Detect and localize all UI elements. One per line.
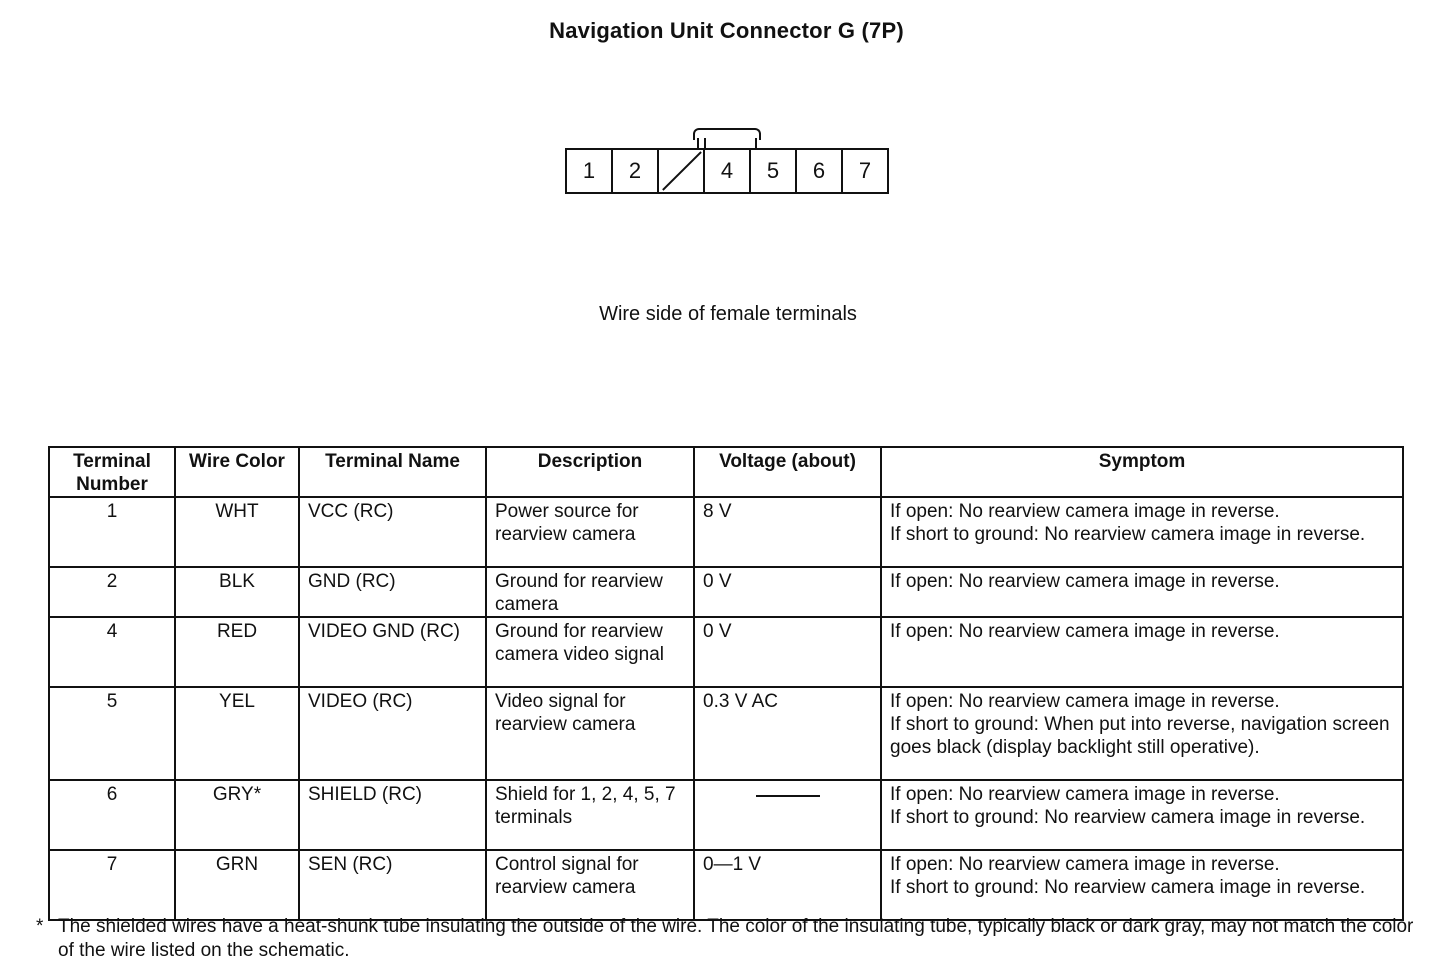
cell-description: Power source for rearview camera xyxy=(486,497,694,567)
header-symptom: Symptom xyxy=(881,447,1403,497)
cell-wire-color: BLK xyxy=(175,567,299,617)
table-row xyxy=(49,497,1403,567)
connector-cell-5: 5 xyxy=(751,150,797,192)
connector-caption: Wire side of female terminals xyxy=(599,303,857,325)
symptom-line: If open: No rearview camera image in reverse. xyxy=(890,854,1280,875)
header-wire-color: Wire Color xyxy=(175,447,299,497)
cell-description: Shield for 1, 2, 4, 5, 7 terminals xyxy=(486,780,694,850)
cell-terminal: 1 xyxy=(49,497,175,567)
cell-voltage: 0 V xyxy=(694,567,881,617)
connector-cell-1: 1 xyxy=(567,150,613,192)
header-terminal-name: Terminal Name xyxy=(299,447,486,497)
cell-description: Ground for rearview camera xyxy=(486,567,694,617)
symptom-line: If short to ground: No rearview camera image in reverse. xyxy=(890,877,1366,898)
connector-body xyxy=(565,148,889,194)
cell-terminal: 2 xyxy=(49,567,175,617)
cell-description: Control signal for rearview camera xyxy=(486,850,694,920)
header-terminal-number: Terminal Number xyxy=(49,447,175,497)
cell-voltage: 0 V xyxy=(694,617,881,687)
symptom-line: If short to ground: No rearview camera image in reverse. xyxy=(890,524,1366,545)
cell-symptom xyxy=(881,850,1403,920)
footnote-text: The shielded wires have a heat-shunk tube insulating the outside of the wire. The color of the insulating tube, typically black or dark gray, may not match the color of the wire listed on the schematic. xyxy=(58,916,1414,961)
cell-symptom xyxy=(881,687,1403,780)
cell-terminal-name: VIDEO (RC) xyxy=(299,687,486,780)
footnote xyxy=(36,915,1416,963)
connector-cell-unused xyxy=(659,150,705,192)
cell-terminal: 7 xyxy=(49,850,175,920)
table-row xyxy=(49,850,1403,920)
table-row xyxy=(49,617,1403,687)
cell-terminal: 6 xyxy=(49,780,175,850)
footnote-marker: * xyxy=(36,916,44,937)
dash-icon xyxy=(756,795,820,797)
cell-voltage: 0—1 V xyxy=(694,850,881,920)
connector-cell-6: 6 xyxy=(797,150,843,192)
cell-symptom xyxy=(881,617,1403,687)
cell-symptom xyxy=(881,497,1403,567)
header-voltage: Voltage (about) xyxy=(694,447,881,497)
cell-terminal-name: VCC (RC) xyxy=(299,497,486,567)
unused-slash-icon xyxy=(659,150,703,192)
table-header-row xyxy=(49,447,1403,497)
table-row xyxy=(49,780,1403,850)
cell-terminal-name: VIDEO GND (RC) xyxy=(299,617,486,687)
symptom-line: If open: No rearview camera image in reverse. xyxy=(890,784,1280,805)
connector-cell-2: 2 xyxy=(613,150,659,192)
cell-terminal: 4 xyxy=(49,617,175,687)
header-description: Description xyxy=(486,447,694,497)
page-title: Navigation Unit Connector G (7P) xyxy=(549,18,904,43)
table-row xyxy=(49,567,1403,617)
cell-terminal-name: SHIELD (RC) xyxy=(299,780,486,850)
symptom-line: If short to ground: When put into reverse, navigation screen goes black (display backlight still operative). xyxy=(890,714,1390,758)
cell-wire-color: YEL xyxy=(175,687,299,780)
symptom-line: If open: No rearview camera image in reverse. xyxy=(890,501,1280,522)
cell-symptom xyxy=(881,567,1403,617)
cell-wire-color: WHT xyxy=(175,497,299,567)
symptom-line: If open: No rearview camera image in reverse. xyxy=(890,691,1280,712)
cell-wire-color: GRY* xyxy=(175,780,299,850)
cell-wire-color: RED xyxy=(175,617,299,687)
cell-voltage xyxy=(694,780,881,850)
cell-description: Ground for rearview camera video signal xyxy=(486,617,694,687)
terminal-table xyxy=(48,446,1404,921)
symptom-line: If open: No rearview camera image in reverse. xyxy=(890,571,1280,592)
cell-voltage: 8 V xyxy=(694,497,881,567)
connector-cell-4: 4 xyxy=(705,150,751,192)
cell-terminal-name: GND (RC) xyxy=(299,567,486,617)
table-row xyxy=(49,687,1403,780)
cell-description: Video signal for rearview camera xyxy=(486,687,694,780)
cell-symptom xyxy=(881,780,1403,850)
connector-cell-7: 7 xyxy=(858,158,872,183)
symptom-line: If open: No rearview camera image in reverse. xyxy=(890,621,1280,642)
cell-terminal: 5 xyxy=(49,687,175,780)
cell-voltage: 0.3 V AC xyxy=(694,687,881,780)
cell-terminal-name: SEN (RC) xyxy=(299,850,486,920)
cell-wire-color: GRN xyxy=(175,850,299,920)
symptom-line: If short to ground: No rearview camera image in reverse. xyxy=(890,807,1366,828)
